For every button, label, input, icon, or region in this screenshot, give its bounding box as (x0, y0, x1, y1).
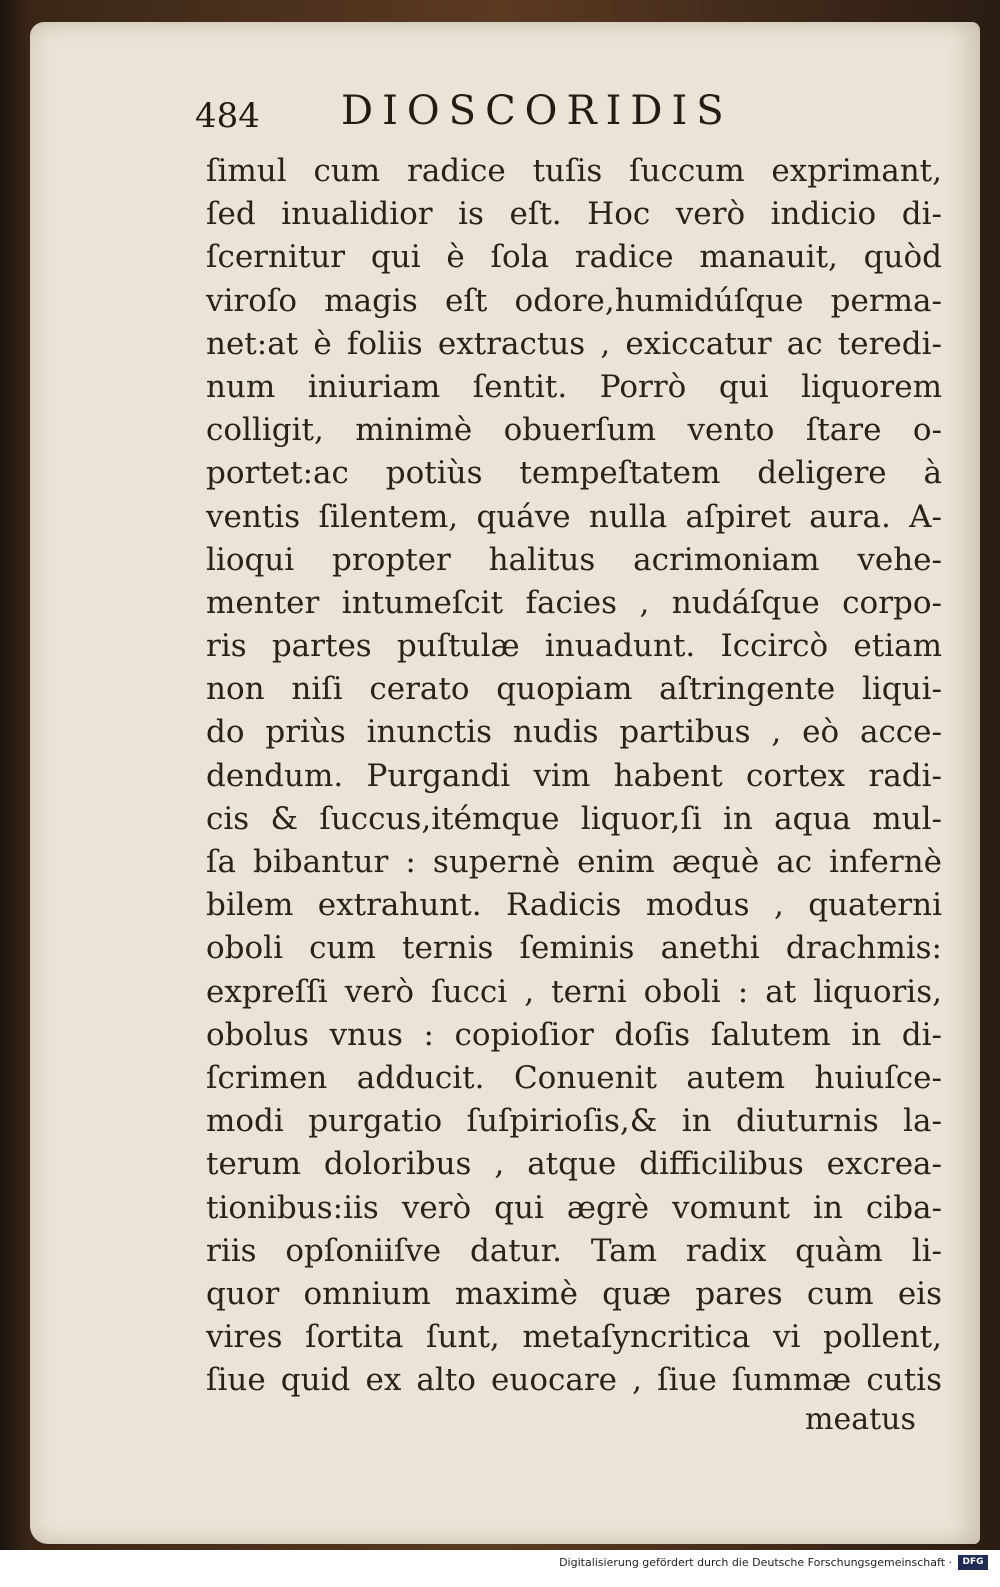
text-line: ſcrimen adducit. Conuenit autem huiuſce- (206, 1059, 942, 1096)
text-line: terum doloribus , atque difficilibus excrea- (206, 1146, 942, 1183)
running-head (195, 88, 935, 136)
text-line: ris partes puſtulæ inuadunt. Iccircò etiam (206, 628, 942, 665)
text-line: ſiue quid ex alto euocare , ſiue ſummæ cutis (206, 1362, 942, 1399)
text-line: tionibus:iis verò qui ægrè vomunt in ciba- (206, 1189, 942, 1226)
dfg-logo: DFG (958, 1555, 988, 1570)
text-line: lioqui propter halitus acrimoniam vehe- (206, 541, 942, 578)
text-line: ſa bibantur : supernè enim æquè ac infernè (206, 844, 942, 880)
text-line: num iniuriam ſentit. Porrò qui liquorem (206, 368, 942, 405)
text-line: bilem extrahunt. Radicis modus , quaterni (206, 887, 942, 924)
text-line: viroſo magis eſt odore,humidúſque perma- (206, 282, 942, 319)
text-line: ſcernitur qui è ſola radice manauit, quòd (206, 239, 942, 276)
text-line: quor omnium maximè quæ pares cum eis (206, 1275, 942, 1312)
text-line: colligit, minimè obuerſum vento ſtare o- (206, 412, 942, 449)
text-line: obolus vnus : copioſior doſis ſalutem in di- (206, 1016, 942, 1053)
text-line: non niſi cerato quopiam aſtringente liqui- (206, 671, 942, 708)
text-line: cis & ſuccus,itémque liquor,ſi in aqua mul- (206, 800, 942, 837)
text-line: vires ſortita ſunt, metaſyncritica vi pollent, (206, 1319, 942, 1356)
text-line: do priùs inunctis nudis partibus , eò acce- (206, 714, 942, 751)
text-line: expreſſi verò ſucci , terni oboli : at liquoris, (206, 973, 942, 1010)
text-line: net:at è foliis extractus , exiccatur ac teredi- (206, 325, 942, 362)
text-line: dendum. Purgandi vim habent cortex radi- (206, 757, 942, 794)
page-number: 484 (195, 96, 260, 136)
text-line: riis opſoniiſve datur. Tam radix quàm li- (206, 1232, 942, 1269)
text-line: portet:ac potiùs tempeſtatem deligere à (206, 455, 942, 492)
footer-credit: Digitalisierung gefördert durch die Deutsche Forschungsgemeinschaft · (559, 1556, 952, 1569)
text-line: ventis ſilentem, quáve nulla aſpiret aura. A- (206, 498, 942, 535)
catchword: meatus (805, 1402, 916, 1437)
text-line: menter intumeſcit facies , nudáſque corpo- (206, 584, 942, 621)
body-text (206, 150, 942, 1402)
text-line: ſed inualidior is eſt. Hoc verò indicio di- (206, 196, 942, 233)
text-line: oboli cum ternis ſeminis anethi drachmis: (206, 930, 942, 967)
running-title: DIOSCORIDIS (341, 88, 733, 134)
text-line: modi purgatio ſuſpirioſis,& in diuturnis la- (206, 1103, 942, 1140)
text-line: ſimul cum radice tuſis ſuccum exprimant, (206, 153, 942, 189)
